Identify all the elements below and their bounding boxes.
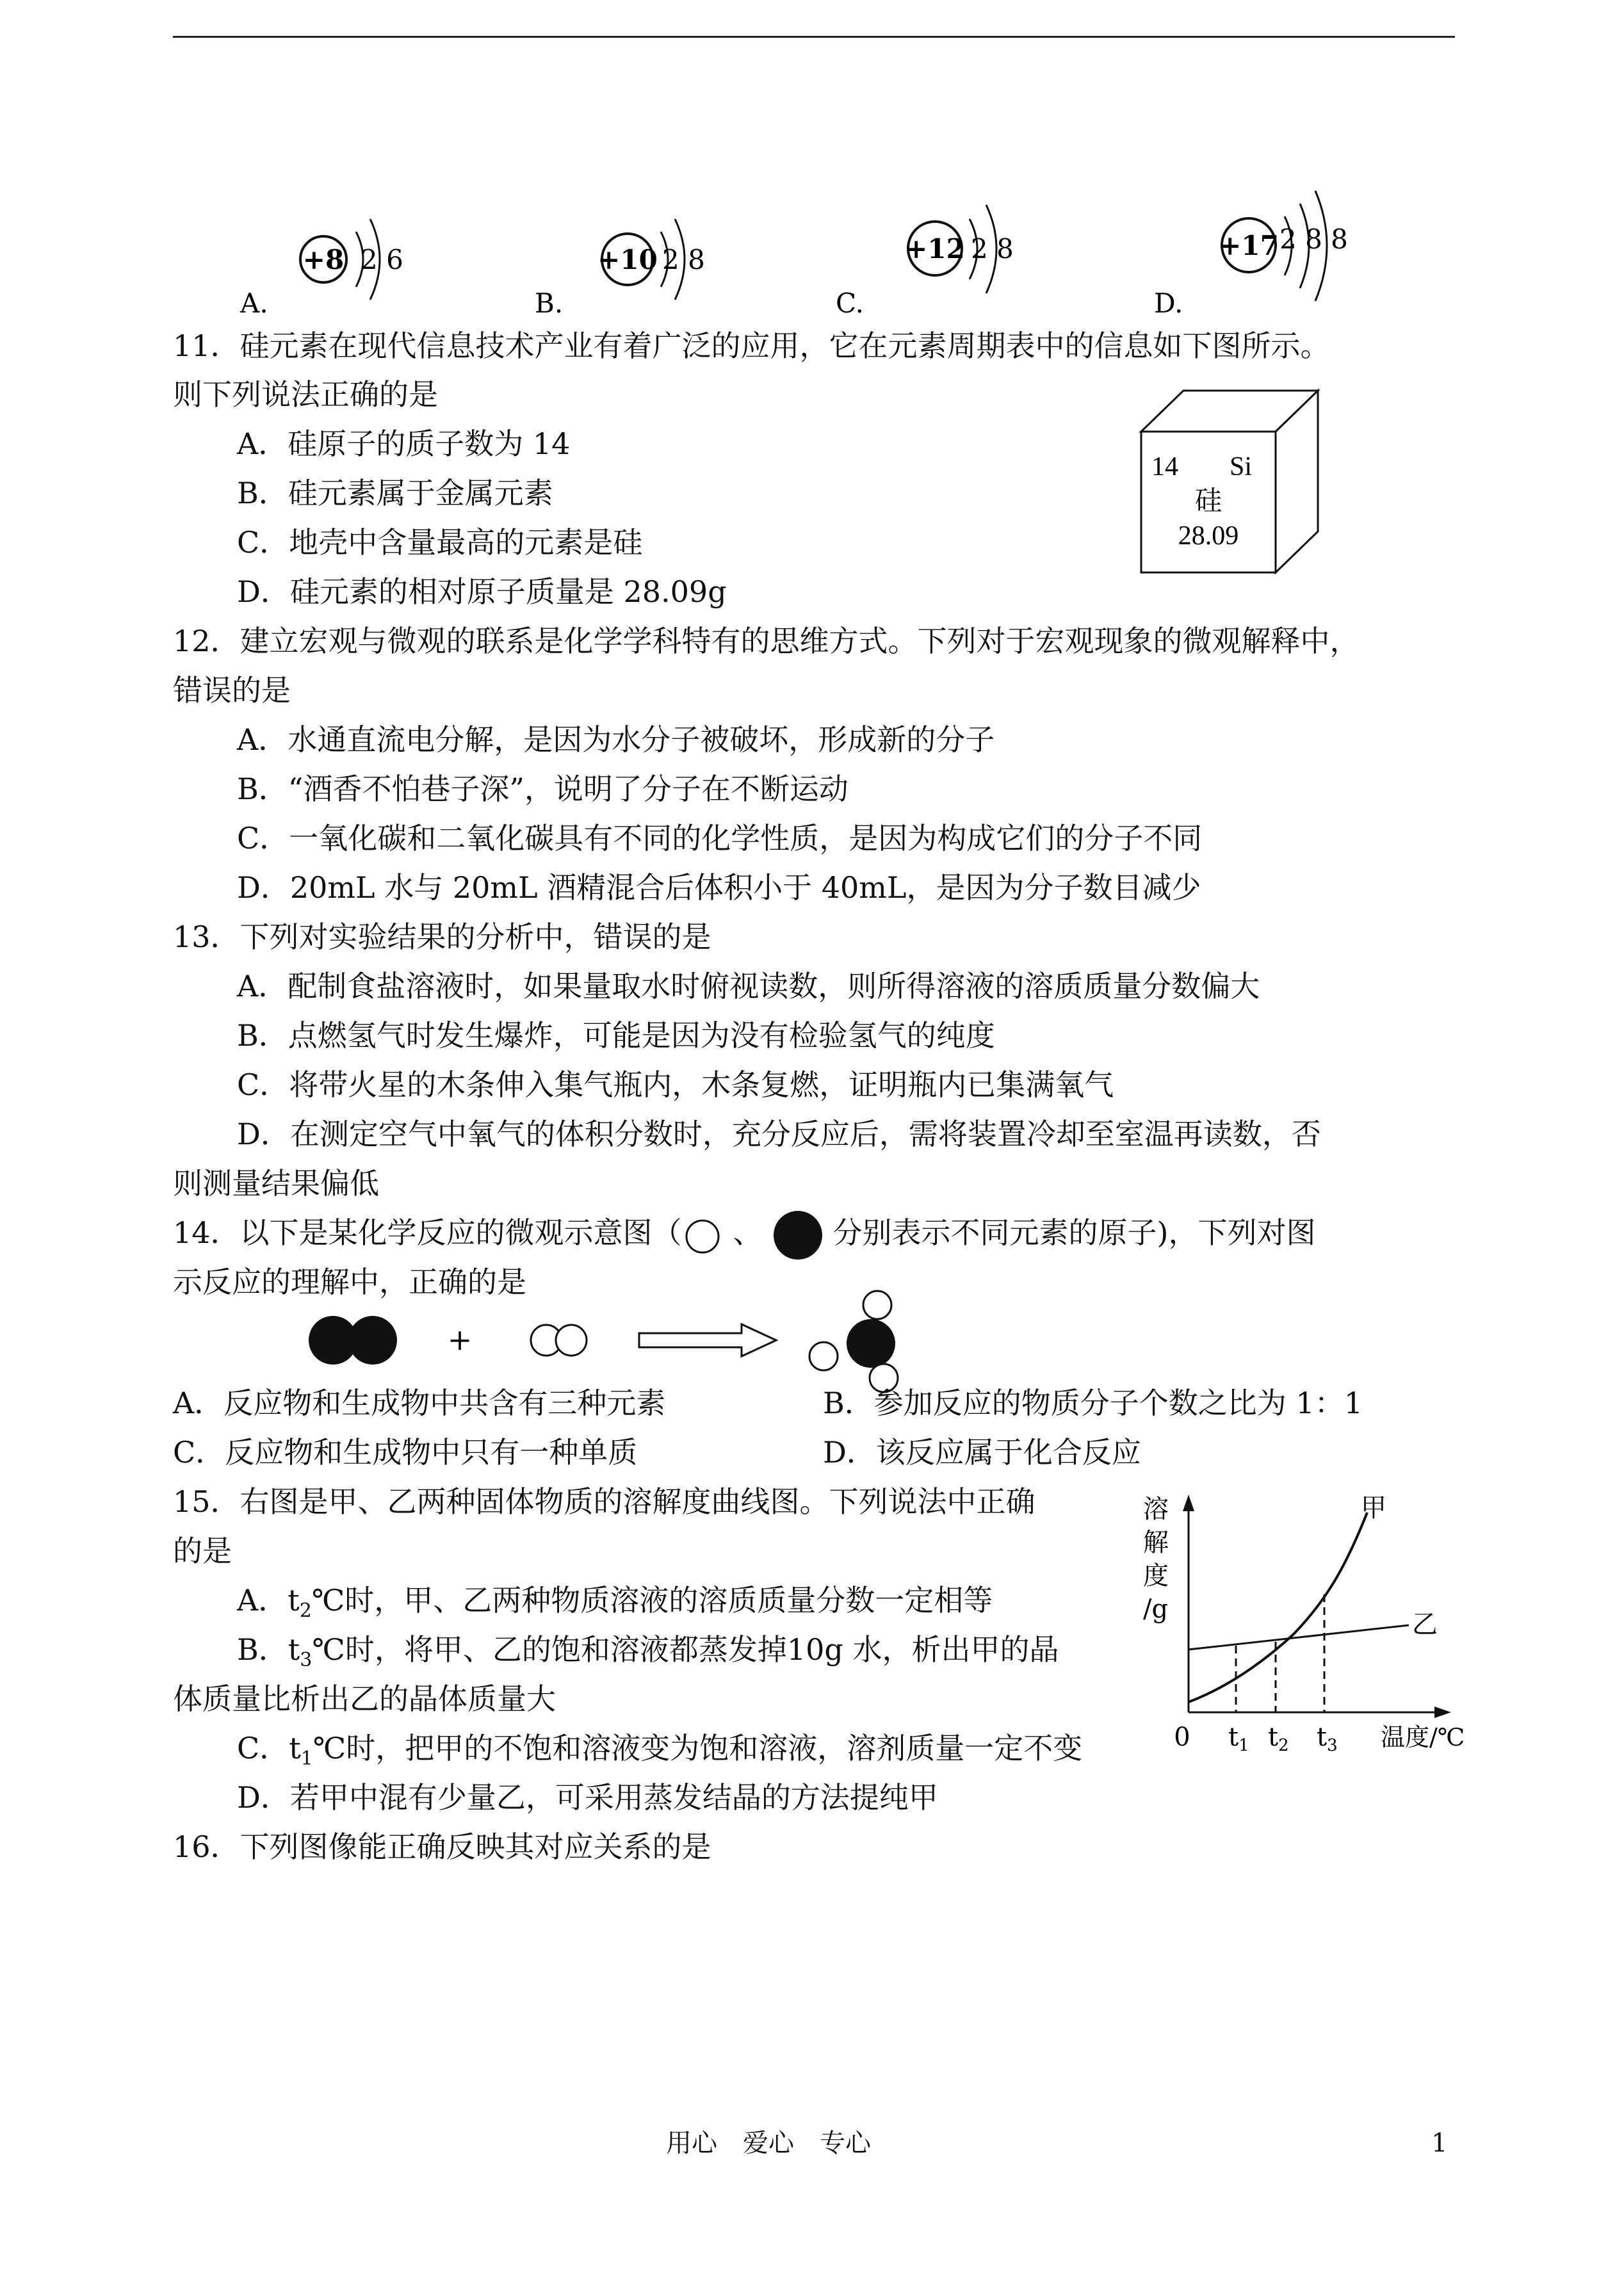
y-label-line: 度 xyxy=(1143,1561,1169,1591)
q15-stem-cont: 的是 xyxy=(173,1534,232,1568)
q14-reaction-diagram xyxy=(282,1287,986,1396)
q15-a-text: ℃时，甲、乙两种物质溶液的溶质质量分数一定相等 xyxy=(311,1583,993,1618)
q15-c-prefix: C．t xyxy=(237,1731,301,1765)
x-axis-label: 温度/℃ xyxy=(1381,1723,1465,1751)
nucleus-charge: +17 xyxy=(1219,230,1279,261)
q13-option-d: D．在测定空气中氧气的体积分数时，充分反应后，需将装置冷却至室温再读数，否 xyxy=(237,1117,1321,1151)
q12-option-a: A．水通直流电分解，是因为水分子被破坏，形成新的分子 xyxy=(237,722,995,757)
q15-c-subscript: 1 xyxy=(300,1748,313,1770)
q14-stem-cont: 示反应的理解中，正确的是 xyxy=(173,1265,526,1299)
q12-option-d: D．20mL 水与 20mL 酒精混合后体积小于 40mL，是因为分子数目减少 xyxy=(237,870,1201,905)
q11-option-a: A．硅原子的质子数为 14 xyxy=(237,426,571,461)
origin-label: 0 xyxy=(1174,1723,1190,1752)
element-symbol: Si xyxy=(1230,452,1253,482)
q14-stem-part2: 分别表示不同元素的原子)，下列对图 xyxy=(832,1215,1316,1250)
q15-stem: 15．右图是甲、乙两种固体物质的溶解度曲线图。下列说法中正确 xyxy=(173,1484,1035,1519)
product-molecule xyxy=(809,1291,898,1392)
q14-option-b: B．参加反应的物质分子个数之比为 1：1 xyxy=(823,1386,1363,1420)
q13-option-c: C．将带火星的木条伸入集气瓶内，木条复燃，证明瓶内已集满氧气 xyxy=(237,1067,1114,1102)
reactant-black-molecule xyxy=(309,1316,397,1365)
q14-option-a: A．反应物和生成物中共含有三种元素 xyxy=(173,1386,666,1420)
q11-option-d: D．硅元素的相对原子质量是 28.09g xyxy=(237,574,727,609)
atom-diagram-b xyxy=(535,219,705,319)
series-curve-jia xyxy=(1189,1512,1367,1702)
q15-b-prefix: B．t xyxy=(237,1632,300,1667)
header-rule xyxy=(173,36,1455,38)
q14-option-c: C．反应物和生成物中只有一种单质 xyxy=(173,1435,638,1470)
nucleus-charge: +12 xyxy=(905,233,965,264)
y-label-line: 溶 xyxy=(1143,1495,1169,1524)
x-axis-arrow xyxy=(1434,1707,1451,1718)
q13-option-b: B．点燃氢气时发生爆炸，可能是因为没有检验氢气的纯度 xyxy=(237,1018,995,1053)
tick-label-t1: $t_1$ xyxy=(1228,1723,1249,1755)
q15-option-d: D．若甲中混有少量乙，可采用蒸发结晶的方法提纯甲 xyxy=(237,1780,938,1815)
q16-stem: 16．下列图像能正确反映其对应关系的是 xyxy=(173,1829,711,1864)
q14-stem-part1: 14．以下是某化学反应的微观示意图（ xyxy=(173,1215,682,1250)
solubility-chart xyxy=(1140,1486,1496,1767)
q15-a-prefix: A．t xyxy=(237,1583,300,1618)
q11-stem-cont: 则下列说法正确的是 xyxy=(173,377,438,412)
atom-diagram-d xyxy=(1154,191,1348,319)
q14-stem xyxy=(173,1215,1316,1251)
q11-stem: 11．硅元素在现代信息技术产业有着广泛的应用，它在元素周期表中的信息如下图所示。 xyxy=(173,328,1330,363)
electron-shells: 2 8 xyxy=(662,244,705,275)
q10-atom-diagrams xyxy=(240,179,1524,327)
electron-shells: 2 6 xyxy=(361,244,403,275)
q11-option-c: C．地壳中含量最高的元素是硅 xyxy=(237,525,643,560)
option-label: B. xyxy=(535,288,564,319)
option-label: D. xyxy=(1154,288,1183,319)
q11-option-b: B．硅元素属于金属元素 xyxy=(237,476,553,510)
plus-sign: + xyxy=(447,1322,473,1357)
element-name: 硅 xyxy=(1194,485,1222,516)
electron-shells: 2 8 8 xyxy=(1279,223,1348,255)
q15-option-b-cont: 体质量比析出乙的晶体质量大 xyxy=(173,1682,556,1716)
atom-diagram-c xyxy=(836,205,1014,319)
q14-stem-sep: 、 xyxy=(733,1215,763,1250)
option-label: A. xyxy=(240,288,268,319)
q12-stem: 12．建立宏观与微观的联系是化学学科特有的思维方式。下列对于宏观现象的微观解释中， xyxy=(173,624,1360,658)
atom-diagram-a xyxy=(240,219,403,319)
tick-label-t2: $t_2$ xyxy=(1268,1723,1289,1755)
page-number: 1 xyxy=(1431,2129,1448,2158)
q12-option-c: C．一氧化碳和二氧化碳具有不同的化学性质，是因为构成它们的分子不同 xyxy=(237,821,1203,856)
q13-option-a: A．配制食盐溶液时，如果量取水时俯视读数，则所得溶液的溶质质量分数偏大 xyxy=(237,969,1260,1003)
q12-option-b: B．“酒香不怕巷子深”，说明了分子在不断运动 xyxy=(237,772,849,806)
y-label-line: 解 xyxy=(1143,1528,1169,1557)
y-label-line: /g xyxy=(1143,1594,1169,1624)
series-label-jia: 甲 xyxy=(1361,1493,1386,1523)
atomic-mass: 28.09 xyxy=(1178,521,1239,551)
y-axis-label xyxy=(1143,1495,1169,1624)
q15-c-text: ℃时，把甲的不饱和溶液变为饱和溶液，溶剂质量一定不变 xyxy=(313,1731,1083,1765)
y-axis-arrow xyxy=(1183,1495,1194,1511)
q15-a-subscript: 2 xyxy=(299,1600,312,1622)
option-label: C. xyxy=(836,288,864,319)
atomic-number: 14 xyxy=(1151,452,1178,482)
reaction-arrow xyxy=(639,1324,776,1356)
electron-shells: 2 8 xyxy=(971,233,1014,264)
q13-stem: 13．下列对实验结果的分析中，错误的是 xyxy=(173,920,711,954)
series-label-yi: 乙 xyxy=(1412,1610,1438,1639)
q15-b-subscript: 3 xyxy=(300,1649,313,1671)
q13-option-d-cont: 则测量结果偏低 xyxy=(173,1166,379,1201)
nucleus-charge: +8 xyxy=(302,244,345,275)
q14-option-d: D．该反应属于化合反应 xyxy=(823,1435,1141,1470)
q15-option-c xyxy=(237,1730,1082,1777)
q15-b-text: ℃时，将甲、乙的饱和溶液都蒸发掉10g 水，析出甲的晶 xyxy=(312,1632,1059,1667)
tick-label-t3: $t_3$ xyxy=(1317,1723,1338,1755)
footer-motto: 用心 爱心 专心 xyxy=(666,2129,871,2158)
q15-option-a xyxy=(237,1582,993,1629)
reactant-white-molecule xyxy=(531,1325,587,1356)
nucleus-charge: +10 xyxy=(597,244,658,275)
silicon-element-cube xyxy=(1133,387,1326,579)
q15-option-b xyxy=(237,1632,1059,1678)
q12-stem-cont: 错误的是 xyxy=(173,673,291,708)
